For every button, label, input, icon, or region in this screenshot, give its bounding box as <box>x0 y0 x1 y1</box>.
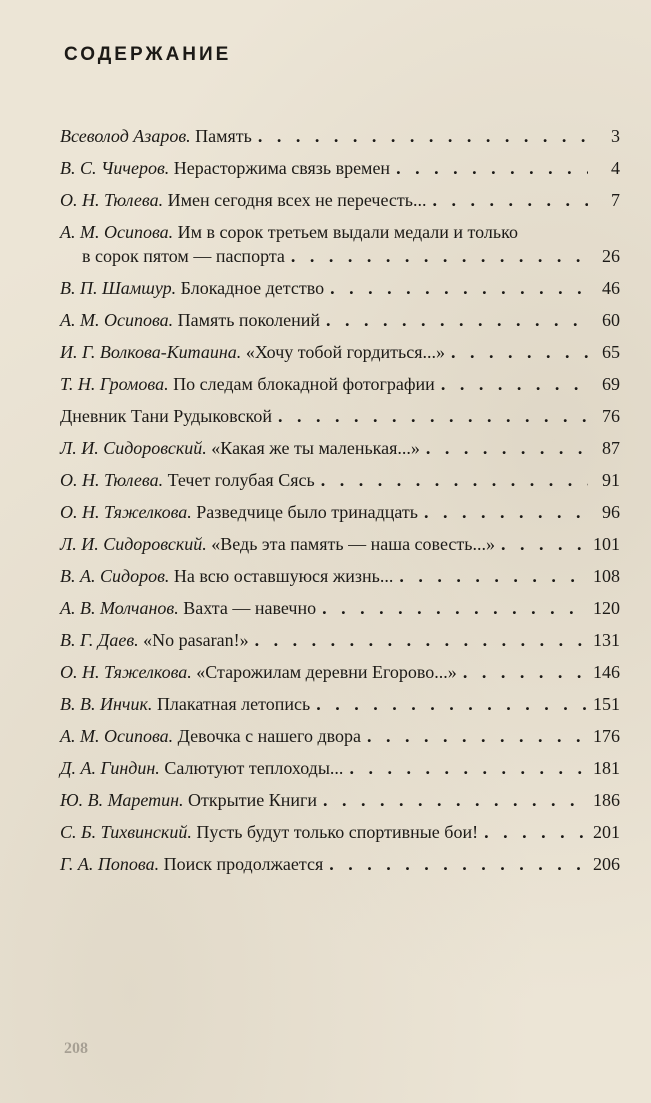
toc-page-number: 146 <box>593 662 620 682</box>
toc-page-number: 151 <box>593 694 620 714</box>
toc-entry <box>60 628 620 652</box>
toc-author: О. Н. Тяжелкова. <box>60 502 192 522</box>
toc-entry-text <box>60 820 478 844</box>
toc-entry <box>60 724 620 748</box>
toc-entry-text <box>60 308 320 332</box>
toc-author: В. В. Инчик. <box>60 694 153 714</box>
toc-author: Л. И. Сидоровский. <box>60 438 207 458</box>
toc-entry <box>60 404 620 428</box>
toc-entry-text <box>60 340 445 364</box>
leader-dots <box>258 124 588 148</box>
toc-author: Всеволод Азаров. <box>60 126 191 146</box>
toc-entry <box>60 756 620 780</box>
toc-page-number: 96 <box>602 502 620 522</box>
toc-author: Д. А. Гиндин. <box>60 758 160 778</box>
toc-page-number: 101 <box>593 534 620 554</box>
toc-entry-text <box>60 724 361 748</box>
toc-entry-text <box>60 220 620 244</box>
toc-page-number: 65 <box>602 342 620 362</box>
leader-dots <box>441 372 588 396</box>
toc-title: По следам блокадной фотографии <box>173 374 435 394</box>
toc-page-number: 26 <box>602 246 620 266</box>
toc-page-number: 120 <box>593 598 620 618</box>
leader-dots <box>322 596 587 620</box>
toc-page-number: 186 <box>593 790 620 810</box>
toc-entry-text <box>60 756 343 780</box>
toc-entry-continuation <box>60 244 620 268</box>
toc-author: В. Г. Даев. <box>60 630 139 650</box>
leader-dots <box>321 468 588 492</box>
toc-title: «No pasaran!» <box>143 630 249 650</box>
toc-page-number: 3 <box>611 126 620 146</box>
toc-title: Блокадное детство <box>180 278 325 298</box>
leader-dots <box>329 852 587 876</box>
leader-dots <box>291 244 588 268</box>
leader-dots <box>501 532 587 556</box>
toc-page-number: 181 <box>593 758 620 778</box>
toc-page-number: 206 <box>593 854 620 874</box>
toc-title: Открытие Книги <box>188 790 317 810</box>
toc-author: Л. И. Сидоровский. <box>60 534 207 554</box>
toc-entry-text <box>60 436 420 460</box>
toc-author: Г. А. Попова. <box>60 854 160 874</box>
toc-page-number: 4 <box>611 158 620 178</box>
toc-entry <box>60 500 620 524</box>
toc-title: Нерасторжима связь времен <box>173 158 391 178</box>
toc-author: А. М. Осипова. <box>60 222 174 242</box>
toc-author: О. Н. Тюлева. <box>60 190 164 210</box>
toc-entry-text <box>60 564 393 588</box>
leader-dots <box>323 788 587 812</box>
toc-title: «Старожилам деревни Егорово...» <box>196 662 457 682</box>
toc-entry-text <box>60 596 316 620</box>
toc-title: «Какая же ты маленькая...» <box>211 438 420 458</box>
leader-dots <box>463 660 587 684</box>
toc-entry <box>60 596 620 620</box>
toc-entry <box>60 220 620 268</box>
toc-entry-text <box>60 468 315 492</box>
toc-entry-text <box>60 692 310 716</box>
toc-entry <box>60 124 620 148</box>
toc-entry-text <box>60 852 323 876</box>
toc-title: Разведчице было тринадцать <box>196 502 418 522</box>
toc-entry <box>60 820 620 844</box>
toc-entry-text <box>60 124 252 148</box>
toc-entry-text <box>60 404 272 428</box>
toc-entry <box>60 564 620 588</box>
toc-author: О. Н. Тяжелкова. <box>60 662 192 682</box>
toc-author: И. Г. Волкова-Китаина. <box>60 342 242 362</box>
toc-author: Т. Н. Громова. <box>60 374 169 394</box>
toc-author: В. С. Чичеров. <box>60 158 170 178</box>
toc-author: А. М. Осипова. <box>60 310 174 330</box>
toc-author: А. М. Осипова. <box>60 726 174 746</box>
toc-entry <box>60 276 620 300</box>
toc-title: Память <box>195 126 252 146</box>
toc-page-number: 69 <box>602 374 620 394</box>
table-of-contents <box>60 124 620 884</box>
toc-title: Имен сегодня всех не перечесть... <box>167 190 427 210</box>
toc-entry-text <box>60 628 249 652</box>
toc-title: «Хочу тобой гордиться...» <box>245 342 446 362</box>
toc-page-number: 46 <box>602 278 620 298</box>
toc-page-number: 76 <box>602 406 620 426</box>
leader-dots <box>451 340 588 364</box>
toc-title: «Ведь эта память — наша совесть...» <box>211 534 495 554</box>
toc-entry-text <box>60 500 418 524</box>
page-title: СОДЕРЖАНИЕ <box>64 44 232 65</box>
leader-dots <box>330 276 588 300</box>
leader-dots <box>278 404 588 428</box>
toc-entry <box>60 340 620 364</box>
toc-title: Память поколений <box>177 310 321 330</box>
leader-dots <box>484 820 587 844</box>
toc-entry-text <box>60 788 317 812</box>
leader-dots <box>424 500 588 524</box>
toc-entry-text <box>60 156 390 180</box>
toc-entry-text <box>60 188 426 212</box>
toc-entry <box>60 308 620 332</box>
toc-entry <box>60 788 620 812</box>
toc-entry-text <box>60 372 435 396</box>
leader-dots <box>426 436 588 460</box>
toc-author: Ю. В. Маретин. <box>60 790 184 810</box>
toc-entry <box>60 468 620 492</box>
toc-entry <box>60 692 620 716</box>
leader-dots <box>326 308 588 332</box>
toc-page-number: 176 <box>593 726 620 746</box>
toc-title-continued: в сорок пятом — паспорта <box>82 246 285 266</box>
toc-title: Им в сорок третьем выдали медали и только <box>177 222 518 242</box>
toc-title: Девочка с нашего двора <box>177 726 362 746</box>
toc-entry <box>60 852 620 876</box>
leader-dots <box>432 188 588 212</box>
toc-entry <box>60 660 620 684</box>
toc-entry <box>60 188 620 212</box>
leader-dots <box>367 724 587 748</box>
toc-title: Течет голубая Сясь <box>167 470 315 490</box>
toc-page-number: 7 <box>611 190 620 210</box>
toc-entry-text <box>60 276 324 300</box>
toc-title: Пусть будут только спортивные бои! <box>196 822 479 842</box>
toc-page-number: 131 <box>593 630 620 650</box>
toc-entry <box>60 372 620 396</box>
toc-page-number: 91 <box>602 470 620 490</box>
toc-page-number: 87 <box>602 438 620 458</box>
toc-title: На всю оставшуюся жизнь... <box>173 566 394 586</box>
leader-dots <box>399 564 587 588</box>
toc-page-number: 201 <box>593 822 620 842</box>
toc-author: С. Б. Тихвинский. <box>60 822 192 842</box>
leader-dots <box>349 756 587 780</box>
toc-entry <box>60 156 620 180</box>
leader-dots <box>255 628 587 652</box>
toc-title: Дневник Тани Рудыковской <box>60 406 273 426</box>
leader-dots <box>396 156 588 180</box>
toc-entry-text <box>60 532 495 556</box>
toc-author: А. В. Молчанов. <box>60 598 179 618</box>
toc-title: Салютуют теплоходы... <box>164 758 344 778</box>
toc-entry-text <box>60 660 457 684</box>
toc-title: Вахта — навечно <box>183 598 317 618</box>
toc-author: О. Н. Тюлева. <box>60 470 164 490</box>
toc-entry <box>60 532 620 556</box>
page-number: 208 <box>64 1040 88 1057</box>
toc-title: Плакатная летопись <box>156 694 311 714</box>
leader-dots <box>316 692 587 716</box>
toc-author: В. А. Сидоров. <box>60 566 170 586</box>
toc-page-number: 60 <box>602 310 620 330</box>
toc-page-number: 108 <box>593 566 620 586</box>
toc-entry <box>60 436 620 460</box>
toc-author: В. П. Шамшур. <box>60 278 177 298</box>
toc-title: Поиск продолжается <box>163 854 324 874</box>
